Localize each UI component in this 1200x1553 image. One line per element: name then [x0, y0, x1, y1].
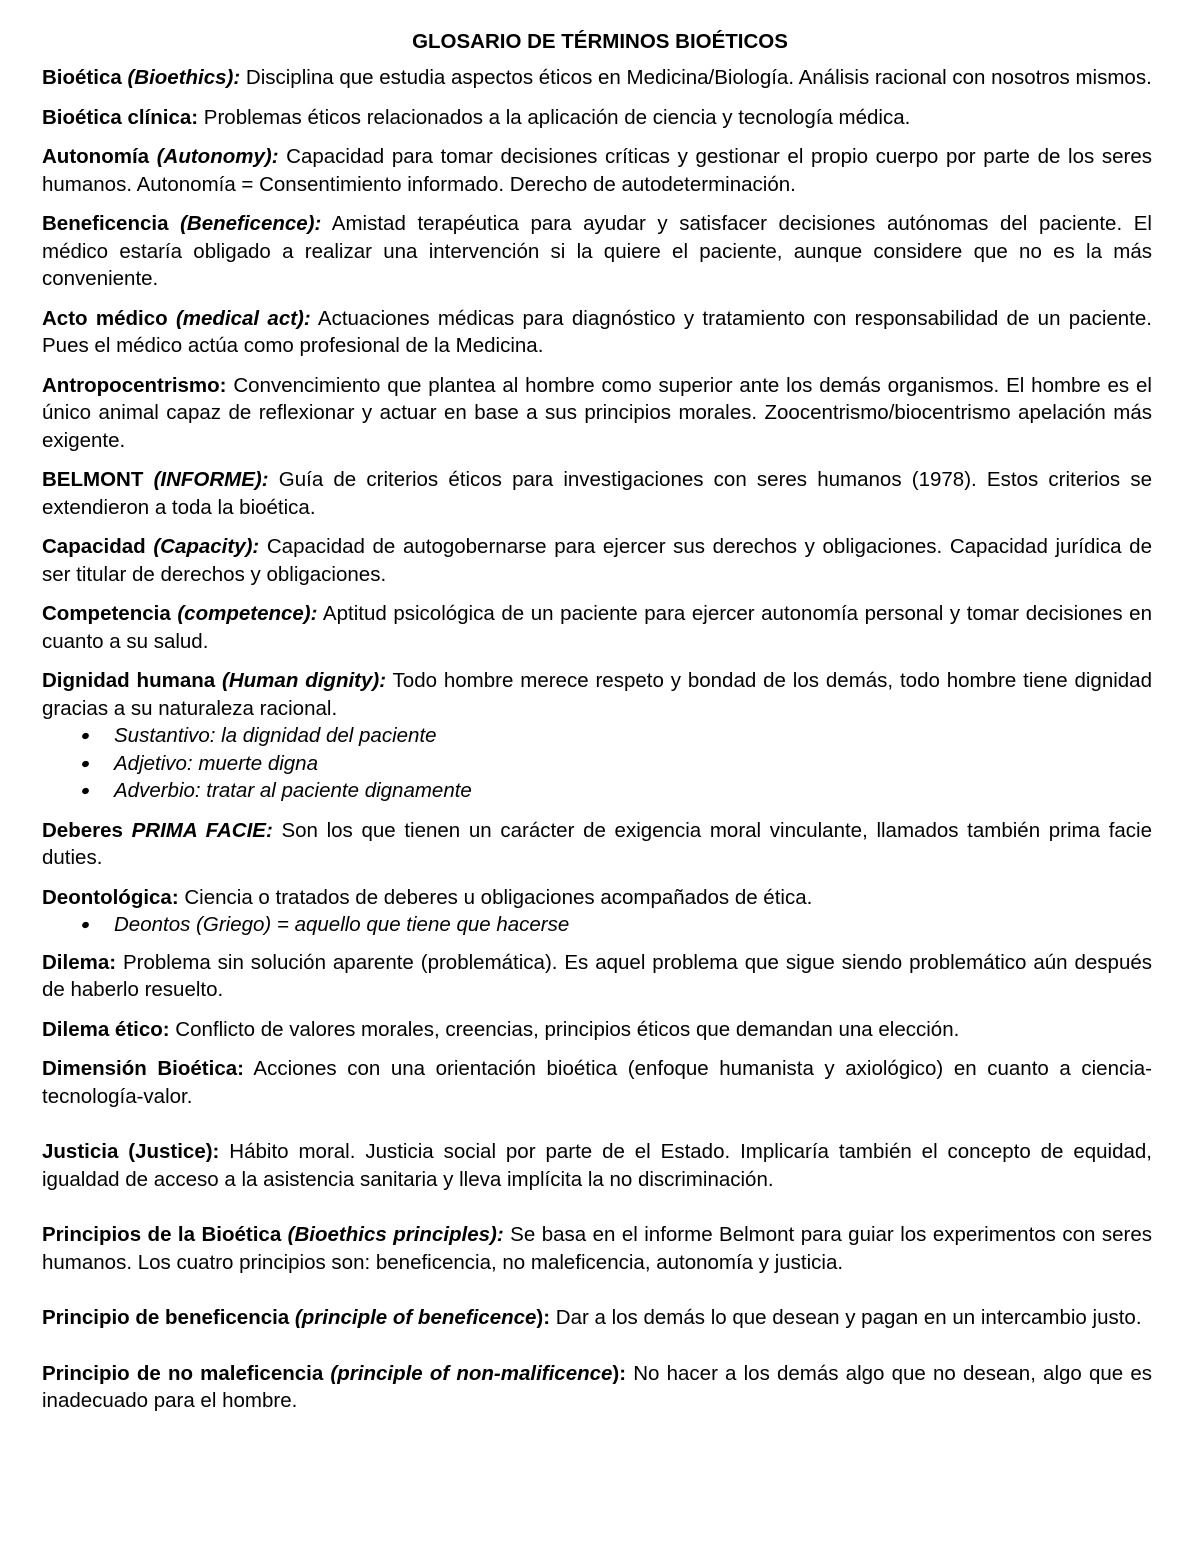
entry-english-term: (Bioethics):: [127, 66, 241, 89]
entry-definition: Son los que tienen un carácter de exigencia moral vinculante, llamados también prima facie duties.: [42, 818, 1153, 869]
bullet-list: [42, 722, 1152, 805]
entry-term-close: ):: [536, 1306, 551, 1329]
entry-english-term: (Autonomy):: [156, 145, 279, 168]
glossary-entry-dimension-bioetica: [42, 1055, 1152, 1110]
glossary-entry-dilema: [42, 949, 1152, 1004]
entry-english-term: (Bioethics principles):: [287, 1223, 504, 1246]
glossary-entry-principio-no-maleficencia: [42, 1360, 1152, 1415]
entry-term: Principio de beneficencia: [42, 1306, 290, 1329]
glossary-entry-deberes: [42, 817, 1152, 872]
entry-term: Dilema:: [42, 950, 117, 974]
glossary-entry-competencia: [42, 600, 1152, 655]
entry-term: Antropocentrismo:: [42, 373, 227, 397]
list-item: [76, 911, 1152, 939]
entry-definition: Guía de criterios éticos para investigaciones con seres humanos (1978). Estos criterios se extendieron a toda la bioética.: [42, 468, 1152, 519]
entry-term: Bioética clínica:: [42, 105, 199, 129]
entry-english-term: (medical act):: [175, 306, 311, 330]
entry-term: Justicia (Justice):: [42, 1140, 220, 1163]
glossary-entry-deontologica: [42, 884, 1152, 939]
entry-english-term: (principle of beneficence: [294, 1306, 537, 1329]
glossary-entry-dilema-etico: [42, 1016, 1152, 1044]
list-item: [76, 722, 1152, 750]
glossary-entry-dignidad-humana: [42, 667, 1152, 805]
glossary-entry-autonomia: [42, 143, 1152, 198]
entry-definition: Ciencia o tratados de deberes u obligaciones acompañados de ética.: [178, 885, 813, 909]
list-item-text: Adjetivo: muerte digna: [114, 751, 318, 775]
entry-definition: Se basa en el informe Belmont para guiar los experimentos con seres humanos. Los cuatro principios son: beneficencia, no maleficencia, autonomía y justicia.: [42, 1223, 1152, 1274]
entry-term: Deberes: [42, 818, 123, 842]
entry-definition: Acciones con una orientación bioética (enfoque humanista y axiológico) en cuanto a ciencia-tecnología-valor.: [42, 1057, 1153, 1108]
entry-definition: Dar a los demás lo que desean y pagan en un intercambio justo.: [550, 1306, 1142, 1329]
list-item-text: Adverbio: tratar al paciente dignamente: [114, 779, 472, 802]
glossary-entry-bioetica-clinica: [42, 104, 1152, 132]
entry-definition: Problemas éticos relacionados a la aplicación de ciencia y tecnología médica.: [198, 105, 911, 129]
entry-definition: Capacidad de autogobernarse para ejercer sus derechos y obligaciones. Capacidad jurídica de ser titular de derechos y obligaciones.: [42, 535, 1152, 586]
bullet-icon: [81, 787, 90, 795]
entry-english-term: (INFORME):: [153, 468, 269, 491]
list-item-text: Deontos (Griego) = aquello que tiene que hacerse: [114, 913, 570, 936]
glossary-entry-principio-beneficencia: [42, 1304, 1152, 1332]
entry-definition: Capacidad para tomar decisiones críticas y gestionar el propio cuerpo por parte de los seres humanos. Autonomía = Consentimiento informado. Derecho de autodeterminación.: [42, 145, 1152, 196]
entry-english-term: PRIMA FACIE:: [131, 818, 273, 842]
bullet-icon: [81, 732, 90, 740]
entry-term: Competencia: [42, 602, 171, 625]
entry-term: Capacidad: [42, 535, 146, 558]
entry-term: Autonomía: [42, 145, 150, 168]
entry-english-term: (Human dignity):: [222, 669, 387, 692]
list-item: [76, 750, 1152, 778]
entry-definition: Disciplina que estudia aspectos éticos en Medicina/Biología. Análisis racional con nosotros mismos.: [240, 66, 1152, 89]
glossary-entry-capacidad: [42, 533, 1152, 588]
entry-definition: Amistad terapéutica para ayudar y satisfacer decisiones autónomas del paciente. El médico estaría obligado a realizar una intervención si la quiere el paciente, aunque considere que no es la más conveniente.: [42, 212, 1152, 290]
entry-english-term: (principle of non-malificence: [330, 1361, 613, 1385]
entry-definition: Actuaciones médicas para diagnóstico y tratamiento con responsabilidad de un paciente. Pues el médico actúa como profesional de la Medicina.: [42, 306, 1152, 357]
entry-term: Acto médico: [42, 306, 168, 330]
entry-definition: Problema sin solución aparente (problemática). Es aquel problema que sigue siendo problemático aún después de haberlo resuelto.: [42, 950, 1152, 1001]
entry-english-term: (competence):: [177, 602, 318, 625]
page-title: GLOSARIO DE TÉRMINOS BIOÉTICOS: [412, 30, 788, 53]
entry-term: Beneficencia: [42, 212, 169, 235]
entry-english-term: (Capacity):: [153, 535, 260, 558]
entry-definition: Hábito moral. Justicia social por parte de el Estado. Implicaría también el concepto de equidad, igualdad de acceso a la asistencia sanitaria y lleva implícita la no discriminación.: [42, 1140, 1153, 1191]
entry-term: Principios de la Bioética: [42, 1223, 282, 1246]
entry-term: Bioética: [42, 66, 122, 89]
entry-term: Dignidad humana: [42, 669, 216, 692]
glossary-entry-acto-medico: [42, 305, 1152, 360]
list-item-text: Sustantivo: la dignidad del paciente: [114, 724, 437, 747]
entry-term: Dilema ético:: [42, 1017, 170, 1041]
entry-term: Dimensión Bioética:: [42, 1057, 244, 1080]
glossary-entry-principios-bioetica: [42, 1221, 1152, 1276]
entry-term: Deontológica:: [42, 885, 179, 909]
entry-term: BELMONT: [42, 468, 144, 491]
entry-definition: Convencimiento que plantea al hombre como superior ante los demás organismos. El hombre es el único animal capaz de reflexionar y actuar en base a sus principios morales. Zoocentrismo/biocentrismo apelación más exigente.: [42, 373, 1152, 452]
glossary-entry-antropocentrismo: [42, 372, 1152, 455]
entry-definition: Aptitud psicológica de un paciente para ejercer autonomía personal y tomar decisiones en cuanto a su salud.: [42, 602, 1152, 653]
entry-definition: Conflicto de valores morales, creencias, principios éticos que demandan una elección.: [169, 1017, 960, 1041]
glossary-entry-bioetica: [42, 64, 1152, 92]
entry-english-term: (Beneficence):: [180, 212, 322, 235]
bullet-icon: [81, 921, 90, 929]
list-item: [76, 777, 1152, 805]
bullet-icon: [81, 759, 90, 767]
entry-definition: No hacer a los demás algo que no desean, algo que es inadecuado para el hombre.: [42, 1361, 1152, 1412]
glossary-entry-justicia: [42, 1138, 1152, 1193]
entry-definition: Todo hombre merece respeto y bondad de los demás, todo hombre tiene dignidad gracias a su naturaleza racional.: [42, 669, 1152, 720]
glossary-entry-beneficencia: [42, 210, 1152, 293]
entry-term: Principio de no maleficencia: [42, 1361, 324, 1385]
entry-term-close: ):: [612, 1361, 627, 1385]
glossary-entry-belmont: [42, 466, 1152, 521]
bullet-list: [42, 911, 1152, 939]
